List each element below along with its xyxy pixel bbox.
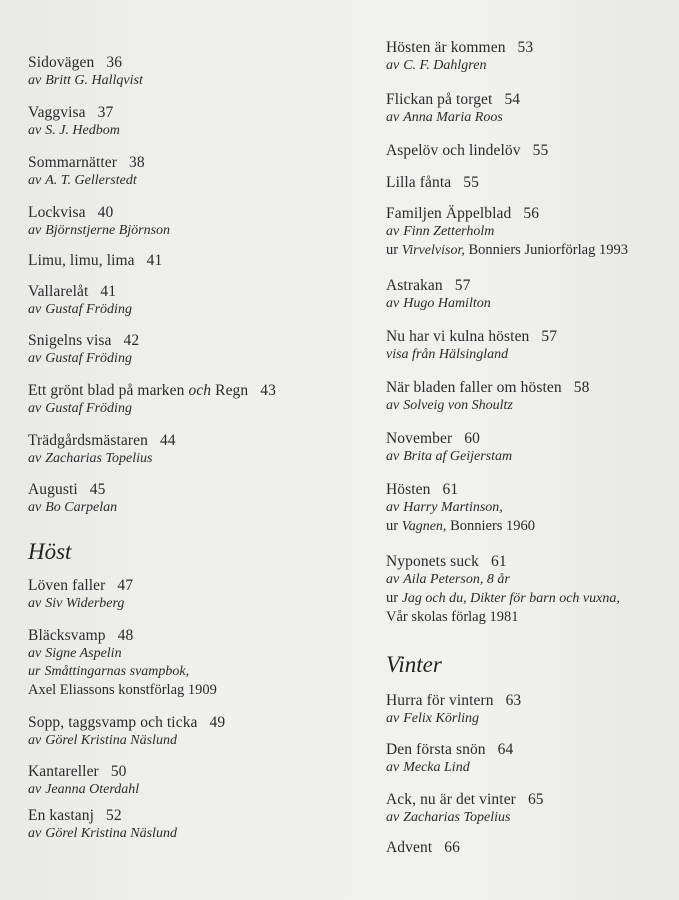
entry-title: En kastanj xyxy=(28,807,94,824)
entry-title: Den första snön xyxy=(386,741,486,758)
by-label: av xyxy=(386,760,400,775)
toc-entry xyxy=(386,141,676,160)
toc-entry xyxy=(386,838,676,857)
from-label: ur xyxy=(386,590,399,606)
entry-title: Ett grönt blad på marken xyxy=(28,382,189,399)
toc-entry xyxy=(386,691,676,728)
toc-entry xyxy=(386,204,676,260)
entry-page: 64 xyxy=(497,741,514,758)
entry-page: 56 xyxy=(523,205,540,222)
entry-title: Hösten xyxy=(386,481,431,498)
entry-source-publisher: Axel Eliassons konstförlag 1909 xyxy=(28,682,217,698)
toc-entry xyxy=(386,378,676,415)
entry-page: 44 xyxy=(159,432,176,449)
toc-entry xyxy=(28,251,358,270)
toc-entry xyxy=(386,480,676,536)
entry-page: 40 xyxy=(97,204,114,221)
toc-entry xyxy=(28,282,358,319)
entry-source-title: Jag och du, Dikter för barn och vuxna, xyxy=(401,591,620,606)
entry-author: Felix Körling xyxy=(403,711,480,726)
entry-title: Astrakan xyxy=(386,277,443,294)
entry-note: visa från Hälsingland xyxy=(386,347,509,362)
by-label: av xyxy=(386,58,400,73)
by-label: av xyxy=(386,810,400,825)
by-label: av xyxy=(28,351,42,366)
entry-author: Britt G. Hallqvist xyxy=(45,73,143,88)
entry-title: Bläcksvamp xyxy=(28,627,106,644)
by-label: av xyxy=(386,110,400,125)
by-label: av xyxy=(28,73,42,88)
toc-entry xyxy=(386,276,676,313)
entry-page: 41 xyxy=(146,252,163,269)
entry-title: Ack, nu är det vinter xyxy=(386,791,516,808)
entry-source-publisher: Vår skolas förlag 1981 xyxy=(386,609,519,625)
entry-title: Snigelns visa xyxy=(28,332,112,349)
entry-title: Sidovägen xyxy=(28,54,95,71)
by-label: av xyxy=(28,223,42,238)
entry-page: 48 xyxy=(117,627,134,644)
entry-title: Sopp, taggsvamp och ticka xyxy=(28,714,198,731)
entry-author: Björnstjerne Björnson xyxy=(45,223,171,238)
toc-entry xyxy=(386,429,676,466)
by-label: av xyxy=(386,572,400,587)
entry-author: Solveig von Shoultz xyxy=(403,398,513,413)
entry-author: Görel Kristina Näslund xyxy=(45,826,177,841)
entry-page: 55 xyxy=(463,174,479,191)
entry-title: Aspelöv och lindelöv xyxy=(386,142,521,159)
toc-entry xyxy=(28,103,358,140)
entry-source-title: Småttingarnas svampbok, xyxy=(44,664,190,679)
toc-entry xyxy=(386,173,676,192)
entry-page: 57 xyxy=(541,328,558,345)
from-label: ur xyxy=(386,518,399,534)
entry-page: 41 xyxy=(100,283,117,300)
entry-author: S. J. Hedbom xyxy=(45,123,120,138)
entry-page: 60 xyxy=(464,430,480,447)
by-label: av xyxy=(28,733,42,748)
entry-title: Sommarnätter xyxy=(28,154,118,171)
entry-author: Zacharias Topelius xyxy=(45,451,153,466)
entry-author: Siv Widerberg xyxy=(45,596,125,611)
entry-title: Flickan på torget xyxy=(386,91,493,108)
entry-title: Nu har vi kulna hösten xyxy=(386,328,530,345)
entry-title: Hösten är kommen xyxy=(386,39,506,56)
entry-page: 65 xyxy=(527,791,544,808)
entry-page: 50 xyxy=(110,763,127,780)
by-label: av xyxy=(28,782,42,797)
entry-author: Anna Maria Roos xyxy=(403,110,503,125)
entry-title: November xyxy=(386,430,453,447)
toc-entry xyxy=(28,713,358,750)
entry-title: Augusti xyxy=(28,481,78,498)
entry-page: 55 xyxy=(532,142,549,159)
toc-entry xyxy=(28,203,358,240)
entry-title: Hurra för vintern xyxy=(386,692,494,709)
entry-title: Vaggvisa xyxy=(28,104,86,121)
entry-author: Görel Kristina Näslund xyxy=(45,733,177,748)
toc-entry xyxy=(28,331,358,368)
by-label: av xyxy=(28,596,42,611)
entry-page: 52 xyxy=(106,807,122,824)
entry-title: Limu, limu, lima xyxy=(28,252,135,269)
entry-source-title: Virvelvisor, xyxy=(401,243,465,258)
by-label: av xyxy=(28,302,42,317)
entry-page: 57 xyxy=(454,277,471,294)
entry-page: 63 xyxy=(505,692,522,709)
entry-author: Jeanna Oterdahl xyxy=(45,782,140,797)
toc-entry xyxy=(28,806,358,843)
entry-author: Finn Zetterholm xyxy=(403,224,495,239)
entry-page: 47 xyxy=(117,577,134,594)
entry-page: 49 xyxy=(209,714,226,731)
entry-page: 53 xyxy=(517,39,534,56)
toc-entry xyxy=(28,153,358,190)
entry-title: När bladen faller om hösten xyxy=(386,379,562,396)
entry-title: Trädgårdsmästaren xyxy=(28,432,148,449)
entry-title: Nyponets suck xyxy=(386,553,479,570)
toc-entry xyxy=(28,480,358,517)
entry-author: Zacharias Topelius xyxy=(403,810,511,825)
entry-title: Lilla fånta xyxy=(386,174,452,191)
toc-entry xyxy=(28,626,358,700)
entry-author: Signe Aspelin xyxy=(45,646,122,661)
entry-title-och: och xyxy=(188,382,212,399)
toc-entry xyxy=(386,38,676,75)
toc-entry xyxy=(28,576,358,613)
toc-entry xyxy=(28,762,358,799)
by-label: av xyxy=(28,500,42,515)
entry-author: Gustaf Fröding xyxy=(45,401,132,416)
by-label: av xyxy=(386,398,400,413)
entry-author: Bo Carpelan xyxy=(45,500,118,515)
by-label: av xyxy=(386,296,400,311)
entry-page: 61 xyxy=(491,553,507,570)
section-heading-vinter: Vinter xyxy=(386,652,442,677)
entry-title: Familjen Äppelblad xyxy=(386,205,512,222)
entry-title: Lockvisa xyxy=(28,204,86,221)
entry-title: Advent xyxy=(386,839,433,856)
by-label: av xyxy=(28,826,42,841)
toc-entry xyxy=(28,53,358,90)
from-label: ur xyxy=(386,242,399,258)
entry-page: 58 xyxy=(573,379,590,396)
entry-page: 42 xyxy=(123,332,140,349)
toc-entry xyxy=(28,431,358,468)
entry-page: 61 xyxy=(442,481,459,498)
toc-entry xyxy=(386,327,676,364)
entry-source-publisher: Bonniers 1960 xyxy=(446,518,536,534)
by-label: av xyxy=(28,173,42,188)
entry-author: A. T. Gellerstedt xyxy=(45,173,137,188)
by-label: av xyxy=(28,401,42,416)
entry-page: 38 xyxy=(129,154,145,171)
entry-author: Gustaf Fröding xyxy=(45,351,132,366)
entry-page: 54 xyxy=(504,91,521,108)
entry-author: Aila Peterson, 8 år xyxy=(403,572,510,587)
by-label: av xyxy=(28,451,42,466)
entry-page: 66 xyxy=(444,839,460,856)
entry-author: Mecka Lind xyxy=(403,760,470,775)
entry-page: 36 xyxy=(106,54,123,71)
by-label: av xyxy=(386,224,400,239)
section-heading-host: Höst xyxy=(28,539,72,564)
entry-title: Regn xyxy=(211,382,249,399)
entry-title: Kantareller xyxy=(28,763,99,780)
by-label: av xyxy=(28,646,42,661)
by-label: av xyxy=(386,500,400,515)
entry-author: Brita af Geijerstam xyxy=(403,449,513,464)
toc-entry xyxy=(386,552,676,627)
entry-page: 37 xyxy=(97,104,114,121)
entry-author: Hugo Hamilton xyxy=(403,296,491,311)
toc-entry xyxy=(28,381,358,418)
entry-author: Gustaf Fröding xyxy=(45,302,132,317)
entry-title: Vallarelåt xyxy=(28,283,89,300)
by-label: av xyxy=(386,449,400,464)
entry-page: 43 xyxy=(260,382,276,399)
entry-page: 45 xyxy=(89,481,106,498)
entry-title: Löven faller xyxy=(28,577,106,594)
entry-source-publisher: Bonniers Juniorförlag 1993 xyxy=(464,242,628,258)
entry-author: C. F. Dahlgren xyxy=(403,58,487,73)
toc-entry xyxy=(386,740,676,777)
toc-entry xyxy=(386,90,676,127)
from-label: ur xyxy=(28,664,41,679)
by-label: av xyxy=(386,711,400,726)
entry-author: Harry Martinson, xyxy=(403,500,503,515)
by-label: av xyxy=(28,123,42,138)
entry-source-title: Vagnen, xyxy=(401,519,447,534)
toc-entry xyxy=(386,790,676,827)
